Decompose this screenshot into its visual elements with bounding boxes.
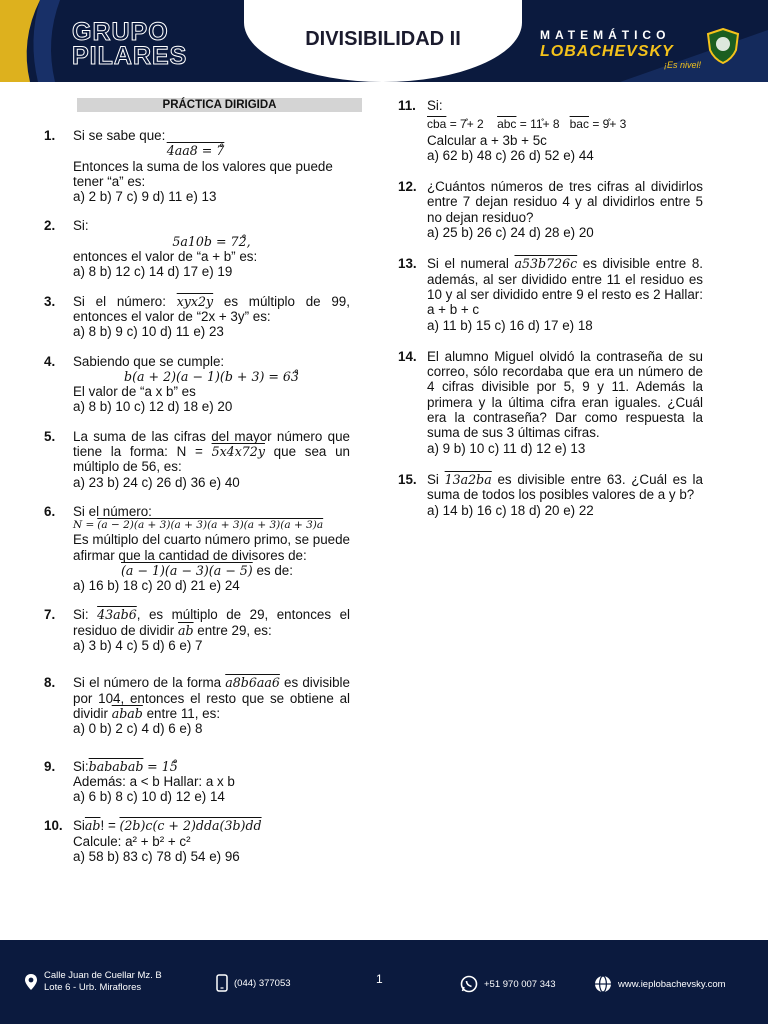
- question-equation: a53b726c: [514, 256, 578, 272]
- phone-number: (044) 377053: [234, 977, 291, 989]
- question-text: La suma de las cifras del mayor número que tiene la forma: N =: [73, 428, 350, 460]
- answer-options: a) 8 b) 10 c) 12 d) 18 e) 20: [73, 399, 233, 415]
- question-text: Si:: [73, 218, 89, 234]
- answer-options: a) 2 b) 7 c) 9 d) 11 e) 13: [73, 189, 217, 205]
- question-text-2: = 15̊: [147, 758, 178, 774]
- footer-whatsapp[interactable]: [460, 975, 556, 993]
- page-header: [0, 0, 768, 82]
- brand-line-2: LOBACHEVSKY: [540, 43, 674, 60]
- question-11: [398, 98, 703, 163]
- question-text: Si:: [427, 98, 443, 113]
- question-equation: 5x4x72y: [211, 444, 265, 460]
- question-text-2: Es múltiplo del cuarto número primo, se puede afirmar que la cantidad de divisores de:: [73, 532, 350, 563]
- question-number: 1.: [44, 128, 56, 143]
- question-text: Si el número:: [73, 293, 166, 309]
- equation-3-number: $\overline{bac}$: [569, 117, 589, 132]
- equation-2-value: = 11̊+ 8: [519, 117, 560, 132]
- question-12: [398, 179, 703, 240]
- question-text-2: Entonces la suma de los valores que puede tener “a” es:: [73, 158, 333, 189]
- question-text: Si:: [73, 607, 89, 623]
- answer-options: a) 9 b) 10 c) 11 d) 12 e) 13: [427, 440, 586, 456]
- question-6: [44, 504, 350, 593]
- question-equation-2: (a − 1)(a − 3)(a − 5): [121, 562, 253, 578]
- question-text-2: entonces el valor de “a + b” es:: [73, 249, 258, 265]
- question-text-3: es de:: [256, 562, 293, 578]
- location-pin-icon: [24, 973, 38, 991]
- question-text: Si: [427, 471, 439, 487]
- question-text-3: Calcule: a² + b² + c²: [73, 833, 191, 849]
- address-line-2: Lote 6 - Urb. Miraflores: [44, 982, 142, 993]
- globe-icon: [594, 975, 612, 993]
- question-text-3: entre 29, es:: [197, 622, 272, 638]
- question-text-3: Además: a < b Hallar: a x b: [73, 773, 235, 789]
- page-title: DIVISIBILIDAD II: [305, 28, 461, 50]
- question-equation: (a − 2)(a + 3)(a + 3)(a + 3)(a + 3)(a + 3)a: [97, 519, 324, 532]
- question-equation: a8b6aa6: [225, 675, 280, 691]
- question-equation: 43ab6: [97, 607, 137, 623]
- page-footer: [0, 940, 768, 1024]
- answer-options: a) 16 b) 18 c) 20 d) 21 e) 24: [73, 578, 240, 594]
- logo-line-2: PILARES: [72, 42, 188, 70]
- question-equation-2: abab: [111, 705, 143, 721]
- section-title: PRÁCTICA DIRIGIDA: [77, 98, 362, 112]
- question-number: 15.: [398, 471, 417, 487]
- question-number: 5.: [44, 428, 56, 444]
- footer-website[interactable]: [594, 975, 726, 993]
- left-column: [44, 98, 350, 864]
- logo-line-1: GRUPO: [72, 18, 169, 46]
- question-15: [398, 472, 703, 518]
- question-equation-2: $\overline{ab}$: [177, 622, 194, 638]
- answer-options: a) 3 b) 4 c) 5 d) 6 e) 7: [73, 638, 203, 654]
- question-9: [44, 759, 350, 805]
- question-text: Si:: [73, 758, 89, 774]
- question-equation: bababab: [88, 758, 144, 774]
- equation-1-number: $\overline{cba}$: [427, 117, 447, 132]
- question-text-2: es divisible entre 8. además, al ser dividido entre 11 el residuo es 10 y al ser dividido entre 9 el resto es 2 Hallar: a + b + c: [427, 256, 703, 318]
- footer-phone: [216, 974, 291, 992]
- question-number: 14.: [398, 348, 417, 364]
- question-number: 4.: [44, 353, 56, 369]
- answer-options: a) 11 b) 15 c) 16 d) 17 e) 18: [427, 317, 593, 333]
- answer-options: a) 23 b) 24 c) 26 d) 36 e) 40: [73, 474, 240, 490]
- answer-options: a) 8 b) 9 c) 10 d) 11 e) 23: [73, 324, 224, 340]
- equation-1-value: = 7̊+ 2: [449, 117, 484, 132]
- question-equation: $\overline{ab}$: [84, 818, 101, 834]
- question-number: 12.: [398, 179, 417, 195]
- question-number: 11.: [398, 98, 416, 113]
- equation-prefix: N =: [73, 519, 95, 532]
- address-line-1: Calle Juan de Cuellar Mz. B: [44, 970, 162, 981]
- question-text-2: es múltiplo de 99, entonces el valor de “2x + 3y” es:: [73, 293, 350, 324]
- question-number: 3.: [44, 293, 56, 309]
- question-text: ¿Cuántos números de tres cifras al dividirlos entre 7 dejan residuo 4 y al dividirlos entre 5 no dejan residuo?: [427, 179, 703, 225]
- question-10: [44, 818, 350, 864]
- question-equation: xyx2y: [176, 293, 214, 309]
- question-text: Si el número de la forma: [73, 675, 222, 691]
- equation-3-value: = 9̊+ 3: [592, 117, 627, 132]
- question-text: Si el número:: [73, 503, 152, 519]
- question-7: [44, 607, 350, 653]
- question-text: Sabiendo que se cumple:: [73, 353, 225, 369]
- brand-tagline: ¡Es nivel!: [664, 60, 702, 70]
- question-number: 8.: [44, 675, 56, 691]
- question-text-2: Calcular a + 3b + 5c: [427, 132, 547, 148]
- question-equation: 4aa8 = 7̊: [166, 143, 225, 159]
- footer-address: [24, 970, 162, 994]
- question-equation: b(a + 2)(a − 1)(b + 3) = 63̊: [124, 368, 299, 384]
- answer-options: a) 58 b) 83 c) 78 d) 54 e) 96: [73, 848, 240, 864]
- whatsapp-icon: [460, 975, 478, 993]
- question-text: El alumno Miguel olvidó la contraseña de su correo, sólo recordaba que era un número de 4 cifras divisible por 5, 9 y 11. Además la primera y la última cifra eran iguales. ¿Cuál era la contraseña? Dar como respuesta la suma de sus 3 últimas cifras.: [427, 348, 703, 441]
- answer-options: a) 0 b) 2 c) 4 d) 6 e) 8: [73, 721, 203, 737]
- question-equation-2: (2b)c(c + 2)dda(3b)dd: [119, 818, 262, 834]
- question-text-3: entre 11, es:: [146, 705, 221, 721]
- question-13: [398, 256, 703, 332]
- question-number: 7.: [44, 607, 56, 623]
- equation-2-number: $\overline{abc}$: [497, 117, 517, 132]
- question-text-2: que sea un múltiplo de 56, es:: [73, 444, 350, 475]
- page-number: 1: [376, 972, 383, 986]
- question-text-2: El valor de “a x b” es: [73, 384, 196, 400]
- question-equation: 5a10b = 72̊,: [172, 233, 251, 249]
- question-8: [44, 675, 350, 736]
- brand-line-1: MATEMÁTICO: [540, 28, 671, 42]
- question-equation: 13a2ba: [444, 471, 492, 487]
- answer-options: a) 8 b) 12 c) 14 d) 17 e) 19: [73, 264, 233, 280]
- question-3: [44, 294, 350, 340]
- question-number: 6.: [44, 503, 56, 519]
- answer-options: a) 62 b) 48 c) 26 d) 52 e) 44: [427, 147, 594, 163]
- question-14: [398, 349, 703, 456]
- answer-options: a) 6 b) 8 c) 10 d) 12 e) 14: [73, 789, 225, 805]
- question-4: [44, 354, 350, 415]
- question-text-2: es divisible entre 63. ¿Cuál es la suma de todos los posibles valores de a y b?: [427, 471, 703, 503]
- question-text-2: , es múltiplo de 29, entonces el residuo de dividir: [73, 607, 350, 638]
- question-text-2: es divisible por 104, entonces el resto que se obtiene al dividir: [73, 675, 350, 721]
- right-column: [398, 98, 703, 518]
- question-text: Si: [73, 818, 85, 834]
- shield-icon: [706, 28, 740, 64]
- question-number: 13.: [398, 256, 417, 272]
- question-number: 10.: [44, 818, 63, 834]
- answer-options: a) 25 b) 26 c) 24 d) 28 e) 20: [427, 225, 594, 241]
- question-text-2: ! =: [100, 818, 116, 834]
- question-number: 9.: [44, 758, 56, 774]
- mobile-phone-icon: [216, 974, 228, 992]
- question-text: Si el numeral: [427, 256, 509, 272]
- whatsapp-number: +51 970 007 343: [484, 978, 556, 990]
- question-5: [44, 429, 350, 490]
- website-url: www.ieplobachevsky.com: [618, 978, 726, 990]
- question-2: [44, 218, 350, 279]
- answer-options: a) 14 b) 16 c) 18 d) 20 e) 22: [427, 502, 594, 518]
- lobachevsky-logo: [540, 28, 702, 70]
- question-1: [44, 128, 350, 204]
- question-text: Si se sabe que:: [73, 128, 166, 143]
- question-number: 2.: [44, 218, 56, 234]
- grupo-pilares-logo: [72, 20, 187, 68]
